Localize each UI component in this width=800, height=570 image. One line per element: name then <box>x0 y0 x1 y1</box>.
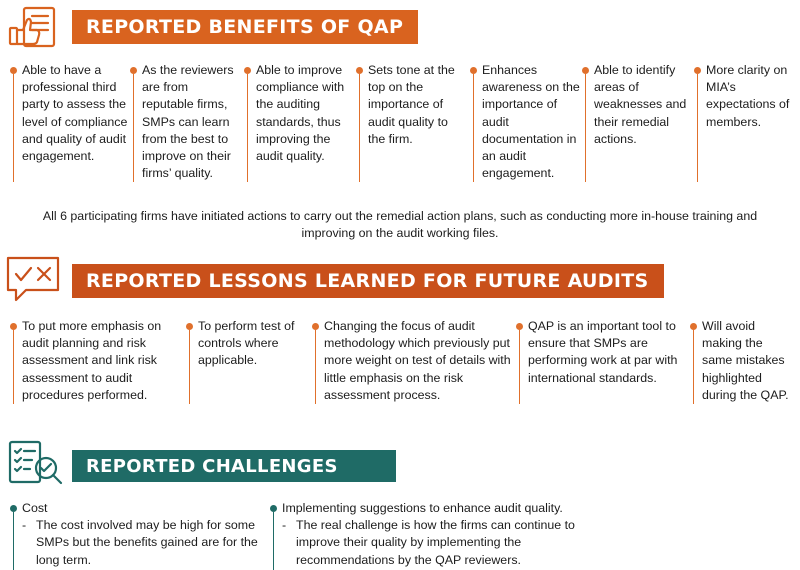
list-item: Sets tone at the top on the importance of audit quality to the firm. <box>354 62 468 182</box>
bullet-dot-icon <box>270 505 277 512</box>
bullet-dot-icon <box>10 323 17 330</box>
lessons-banner: REPORTED LESSONS LEARNED FOR FUTURE AUDITS <box>72 264 664 298</box>
list-item: Able to identify areas of weaknesses and their remedial actions. <box>580 62 692 182</box>
bullet-dot-icon <box>186 323 193 330</box>
challenges-banner: REPORTED CHALLENGES <box>72 450 396 482</box>
list-item: Will avoid making the same mistakes highlighted during the QAP. <box>688 318 794 404</box>
challenge-item: Implementing suggestions to enhance audit quality. - The real challenge is how the firms can continue to improve their quality by implementing the recommendations by the QAP reviewers. <box>268 500 588 569</box>
lessons-list <box>8 318 794 404</box>
list-item: Changing the focus of audit methodology which previously put more weight on test of details with little emphasis on the risk assessment process. <box>310 318 514 404</box>
benefits-banner: REPORTED BENEFITS OF QAP <box>72 10 418 44</box>
bullet-dot-icon <box>10 505 17 512</box>
benefits-note: All 6 participating firms have initiated actions to carry out the remedial action plans, such as conducting more in-house training and improving on the audit working files. <box>42 209 758 241</box>
bullet-dot-icon <box>690 323 697 330</box>
bullet-dot-icon <box>694 67 701 74</box>
list-item: Able to have a professional third party to assess the level of compliance and quality of audit engagement. <box>8 62 128 182</box>
bullet-dot-icon <box>582 67 589 74</box>
bullet-dot-icon <box>130 67 137 74</box>
bullet-dot-icon <box>356 67 363 74</box>
check-cross-chat-icon <box>4 254 64 306</box>
bullet-dot-icon <box>244 67 251 74</box>
bullet-dot-icon <box>312 323 319 330</box>
thumbs-up-document-icon <box>6 2 64 52</box>
bullet-dot-icon <box>10 67 17 74</box>
challenge-item: Cost - The cost involved may be high for some SMPs but the benefits gained are for the long term. <box>8 500 258 569</box>
list-item: To perform test of controls where applicable. <box>184 318 310 404</box>
list-item: As the reviewers are from reputable firms, SMPs can learn from the best to improve on their firms’ quality. <box>128 62 242 182</box>
checklist-magnifier-icon <box>6 438 66 488</box>
list-item: Enhances awareness on the importance of audit documentation in an audit engagement. <box>468 62 580 182</box>
list-item: More clarity on MIA’s expectations of members. <box>692 62 794 182</box>
list-item: To put more emphasis on audit planning and risk assessment and link risk assessment to audit procedures performed. <box>8 318 184 404</box>
bullet-dot-icon <box>516 323 523 330</box>
bullet-dot-icon <box>470 67 477 74</box>
benefits-list <box>8 62 794 182</box>
list-item: Able to improve compliance with the auditing standards, thus improving the audit quality. <box>242 62 354 182</box>
list-item: QAP is an important tool to ensure that SMPs are performing work at par with international standards. <box>514 318 688 404</box>
